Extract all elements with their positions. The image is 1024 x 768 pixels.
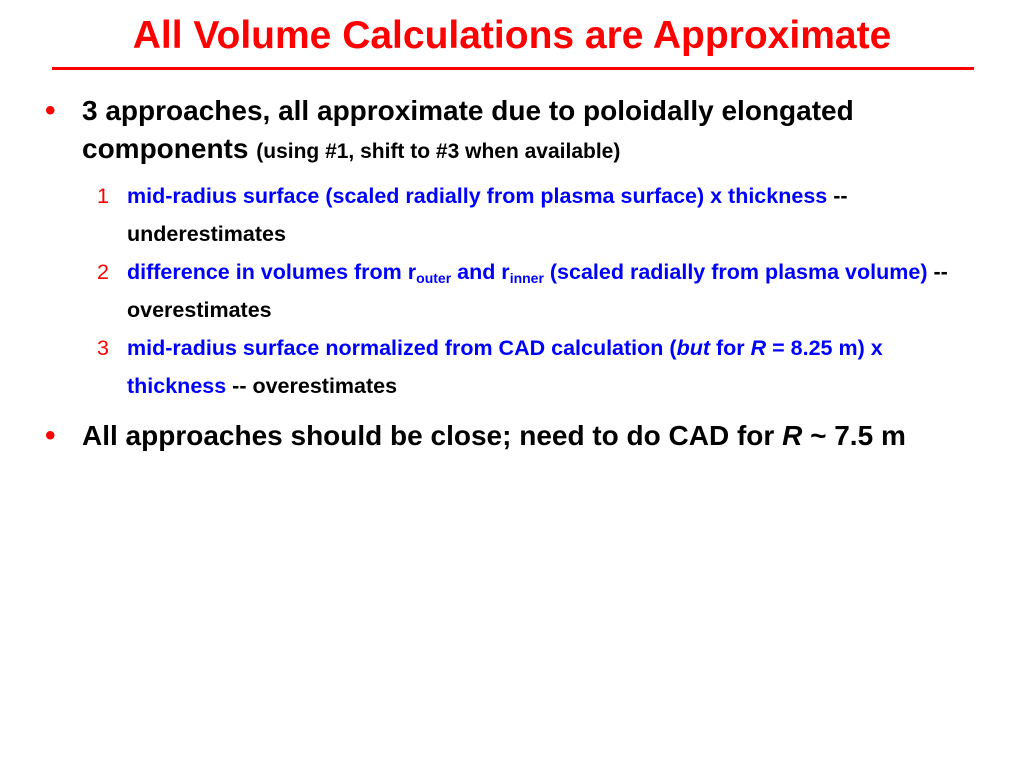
item-verdict: -- overestimates <box>232 374 398 398</box>
item-text-blue: mid-radius surface (scaled radially from plasma surface) x thickness <box>127 184 828 208</box>
bullet-approaches-text <box>82 92 975 171</box>
item-text-part: (scaled radially from plasma volume) <box>543 260 928 284</box>
item-text-part: = 8.25 m) x thickness <box>127 336 883 398</box>
item-text-part: difference in volumes from r <box>127 260 417 284</box>
bullet-cad-part: All approaches should be close; need to do CAD for <box>82 420 783 451</box>
bullet-dot-icon: • <box>45 94 56 127</box>
item-text-part: mid-radius surface normalized from CAD calculation ( <box>127 336 677 360</box>
item-number: 2 <box>97 260 109 284</box>
item-text-part: and r <box>451 260 510 284</box>
list-item-approach-3 <box>45 329 975 405</box>
bullet-cad-part: ~ 7.5 m <box>802 420 906 451</box>
bullet-cad-text <box>82 417 975 455</box>
slide-title: All Volume Calculations are Approximate <box>132 14 892 57</box>
bullet-cad <box>45 417 975 455</box>
list-item-approach-2 <box>45 253 975 329</box>
bullet-approaches-main: 3 approaches, all approximate due to poloidally elongated components <box>82 95 854 164</box>
item-text-part: for <box>710 336 751 360</box>
item-number: 3 <box>97 336 109 360</box>
item-verdict: -- overestimates <box>127 260 948 322</box>
item-italic-r: R <box>750 336 767 360</box>
bullet-cad-italic-r: R <box>782 420 803 451</box>
slide-content <box>45 92 975 455</box>
item-verdict: -- underestimates <box>127 184 848 246</box>
subscript-inner: inner <box>509 270 544 286</box>
subscript-outer: outer <box>416 270 452 286</box>
bullet-approaches <box>45 92 975 171</box>
approaches-list <box>45 177 975 405</box>
list-item-approach-1 <box>45 177 975 253</box>
item-italic-but: but <box>676 336 710 360</box>
bullet-approaches-note: (using #1, shift to #3 when available) <box>256 140 621 163</box>
bullet-dot-icon: • <box>45 419 56 452</box>
item-number: 1 <box>97 184 109 208</box>
item-text-blue <box>127 260 927 284</box>
title-underline <box>52 67 974 70</box>
